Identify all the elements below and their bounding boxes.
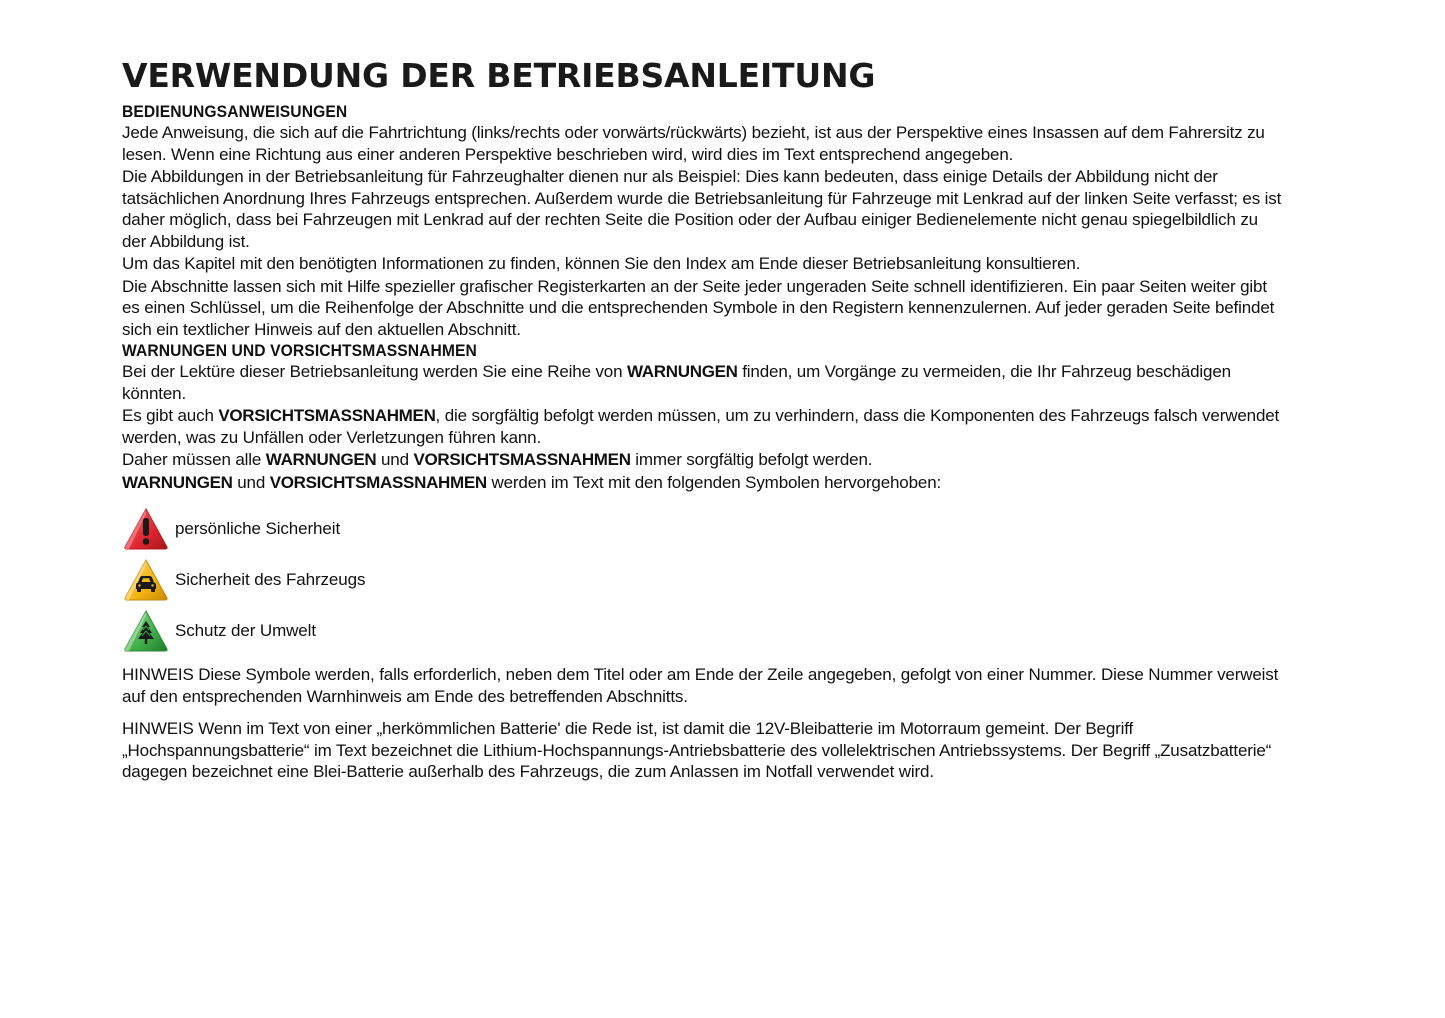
emphasis-warnings: WARNUNGEN <box>122 472 233 492</box>
paragraph <box>122 472 1282 494</box>
text: Daher müssen alle <box>122 450 266 469</box>
emphasis-warnings: WARNUNGEN <box>265 450 377 469</box>
text: Es gibt auch <box>122 406 219 425</box>
emphasis-precautions: VORSICHTSMASSNAHMEN <box>269 472 487 492</box>
emphasis-precautions: VORSICHTSMASSNAHMEN <box>218 406 436 425</box>
symbol-label: Sicherheit des Fahrzeugs <box>175 569 366 589</box>
symbol-row-personal-safety <box>123 503 1282 554</box>
symbol-label: persönliche Sicherheit <box>175 518 341 538</box>
text: finden, um Vorgänge zu vermeiden, die Ihr Fahrzeug beschädigen könnten. <box>122 362 1231 403</box>
environment-icon <box>123 608 169 654</box>
text: immer sorgfältig befolgt werden. <box>630 450 873 469</box>
text: werden im Text mit den folgenden Symbolen hervorgehoben: <box>486 472 942 492</box>
vehicle-safety-icon <box>123 557 169 603</box>
text: und <box>232 472 270 492</box>
paragraph: Die Abbildungen in der Betriebsanleitung für Fahrzeughalter dienen nur als Beispiel: Dies kann bedeuten, dass einige Details der Abbildung nicht der tatsächlichen Anordnung Ihres Fahrzeugs entsprechen. Außerdem wurde die Betriebsanleitung für Fahrzeuge mit Lenkrad auf der linken Seite verfasst; es ist daher möglich, dass bei Fahrzeugen mit Lenkrad auf der rechten Seite die Position oder der Aufbau einiger Bedienelemente nicht genau spiegelbildlich zu der Abbildung ist. <box>122 167 1282 251</box>
paragraph <box>122 361 1282 404</box>
section-heading-instructions: BEDIENUNGSANWEISUNGEN <box>122 102 348 121</box>
text: und <box>376 450 414 469</box>
emphasis-precautions: VORSICHTSMASSNAHMEN <box>413 450 631 469</box>
symbol-row-environment <box>123 605 1282 656</box>
emphasis-warnings: WARNUNGEN <box>627 362 738 381</box>
paragraph: Jede Anweisung, die sich auf die Fahrtrichtung (links/rechts oder vorwärts/rückwärts) bezieht, ist aus der Perspektive eines Insassen auf dem Fahrersitz zu lesen. Wenn eine Richtung aus einer anderen Perspektive beschrieben wird, wird dies im Text entsprechend angegeben. <box>122 123 1265 164</box>
page-title: VERWENDUNG DER BETRIEBSANLEITUNG <box>122 56 876 95</box>
document-page <box>122 56 1282 783</box>
note-battery: HINWEIS Wenn im Text von einer „herkömmlichen Batterie' die Rede ist, ist damit die 12V-Bleibatterie im Motorraum gemeint. Der Begriff „Hochspannungsbatterie“ im Text bezeichnet die Lithium-Hochspannungs-Antriebsbatterie des vollelektrischen Antriebssystems. Der Begriff „Zusatzbatterie“ dagegen bezeichnet eine Blei-Batterie außerhalb des Fahrzeugs, die zum Anlassen im Notfall verwendet wird. <box>122 719 1272 781</box>
paragraph: Um das Kapitel mit den benötigten Informationen zu finden, können Sie den Index am Ende dieser Betriebsanleitung konsultieren. <box>122 254 1081 273</box>
symbol-legend <box>122 503 1282 656</box>
symbol-row-vehicle-safety <box>123 554 1282 605</box>
personal-safety-icon <box>123 506 169 552</box>
text: Bei der Lektüre dieser Betriebsanleitung werden Sie eine Reihe von <box>122 362 627 381</box>
section-heading-warnings: WARNUNGEN UND VORSICHTSMASSNAHMEN <box>122 341 477 360</box>
symbol-label: Schutz der Umwelt <box>175 620 316 640</box>
paragraph: Die Abschnitte lassen sich mit Hilfe spezieller grafischer Registerkarten an der Seite jeder ungeraden Seite schnell identifizieren. Ein paar Seiten weiter gibt es einen Schlüssel, um die Reihenfolge der Abschnitte und die entsprechenden Symbole in den Registern kennenzulernen. Auf jeder geraden Seite befindet sich ein textlicher Hinweis auf den aktuellen Abschnitt. <box>122 276 1275 339</box>
note-symbols: HINWEIS Diese Symbole werden, falls erforderlich, neben dem Titel oder am Ende der Zeile angegeben, gefolgt von einer Nummer. Diese Nummer verweist auf den entsprechenden Warnhinweis am Ende des betreffenden Abschnitts. <box>122 665 1279 706</box>
paragraph <box>122 449 1282 471</box>
paragraph <box>122 405 1282 448</box>
text: , die sorgfältig befolgt werden müssen, um zu verhindern, dass die Komponenten des Fahrzeugs falsch verwendet werden, was zu Unfällen oder Verletzungen führen kann. <box>122 406 1280 447</box>
